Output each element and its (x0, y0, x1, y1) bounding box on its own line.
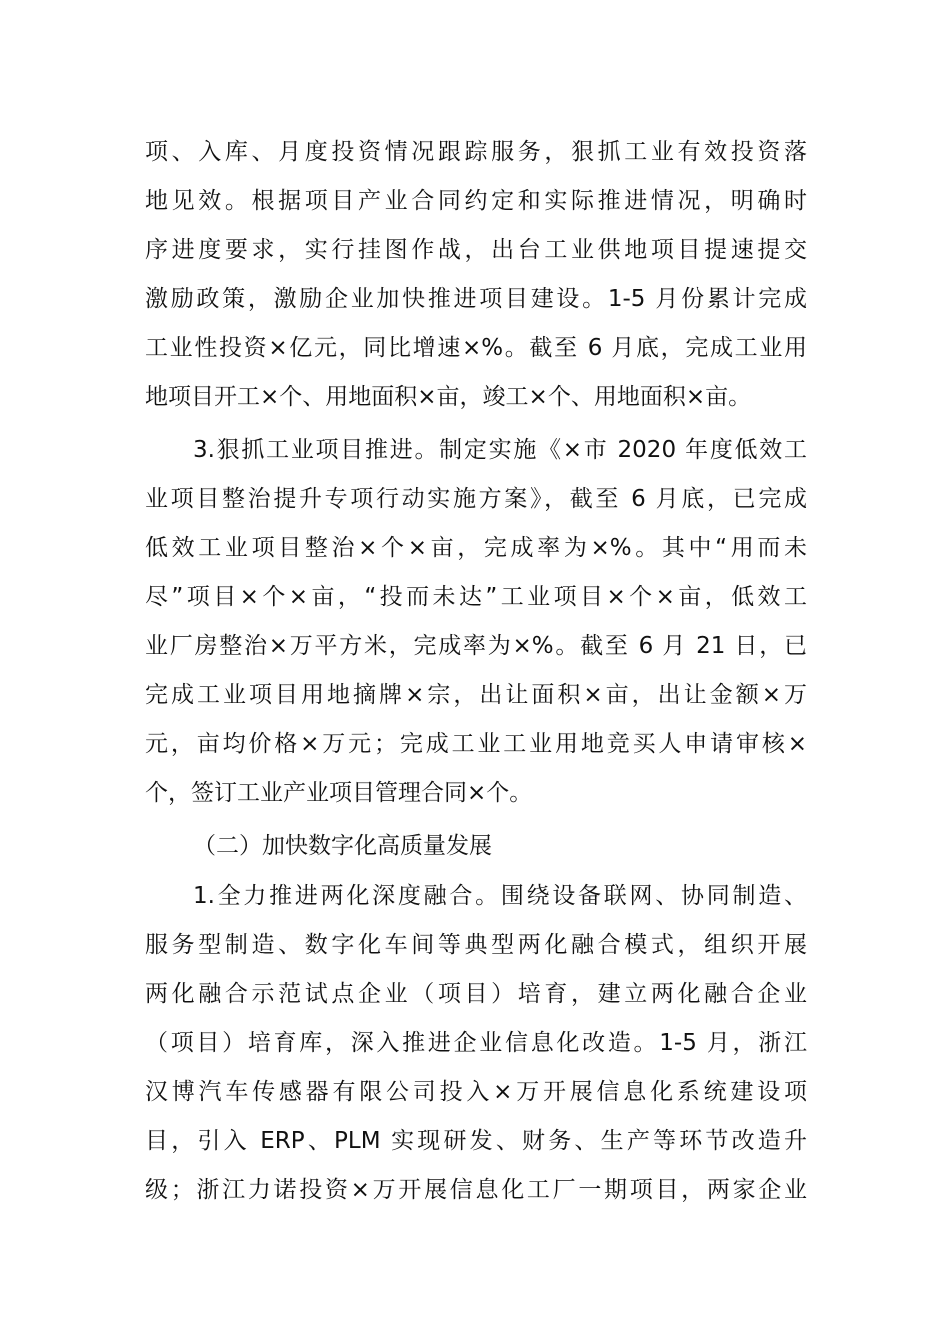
body-text-line: 激励政策，激励企业加快推进项目建设。1-5 月份累计完成 (145, 286, 807, 312)
body-text-line: 完成工业项目用地摘牌×宗，出让面积×亩，出让金额×万 (145, 682, 807, 708)
body-text-line: （项目）培育库，深入推进企业信息化改造。1-5 月，浙江 (145, 1030, 807, 1056)
body-text-line: 汉博汽车传感器有限公司投入×万开展信息化系统建设项 (145, 1079, 807, 1105)
body-text-line: 尽”项目×个×亩，“投而未达”工业项目×个×亩，低效工 (145, 584, 807, 610)
body-text-line: 个，签订工业产业项目管理合同×个。 (145, 780, 533, 806)
paragraph-first-line: 3.狠抓工业项目推进。制定实施《×市 2020 年度低效工 (193, 437, 807, 463)
body-text-line: 地见效。根据项目产业合同约定和实际推进情况，明确时 (145, 188, 807, 214)
body-text-line: 元，亩均价格×万元；完成工业工业用地竞买人申请审核× (145, 731, 807, 757)
body-text-line: 业厂房整治×万平方米，完成率为×%。截至 6 月 21 日，已 (145, 633, 807, 659)
body-text-line: 级；浙江力诺投资×万开展信息化工厂一期项目，两家企业 (145, 1177, 807, 1203)
body-text-line: 工业性投资×亿元，同比增速×%。截至 6 月底，完成工业用 (145, 335, 807, 361)
body-text-line: 低效工业项目整治×个×亩，完成率为×%。其中“用而未 (145, 535, 807, 561)
body-text-line: 两化融合示范试点企业（项目）培育，建立两化融合企业 (145, 981, 807, 1007)
body-text-line: 目，引入 ERP、PLM 实现研发、财务、生产等环节改造升 (145, 1128, 807, 1154)
section-heading: （二）加快数字化高质量发展 (193, 833, 492, 859)
body-text-line: 地项目开工×个、用地面积×亩，竣工×个、用地面积×亩。 (145, 384, 752, 410)
body-text-line: 序进度要求，实行挂图作战，出台工业供地项目提速提交 (145, 237, 807, 263)
body-text-line: 项、入库、月度投资情况跟踪服务，狠抓工业有效投资落 (145, 139, 807, 165)
body-text-line: 服务型制造、数字化车间等典型两化融合模式，组织开展 (145, 932, 807, 958)
paragraph-first-line: 1.全力推进两化深度融合。围绕设备联网、协同制造、 (193, 883, 807, 909)
body-text-line: 业项目整治提升专项行动实施方案》，截至 6 月底，已完成 (145, 486, 807, 512)
